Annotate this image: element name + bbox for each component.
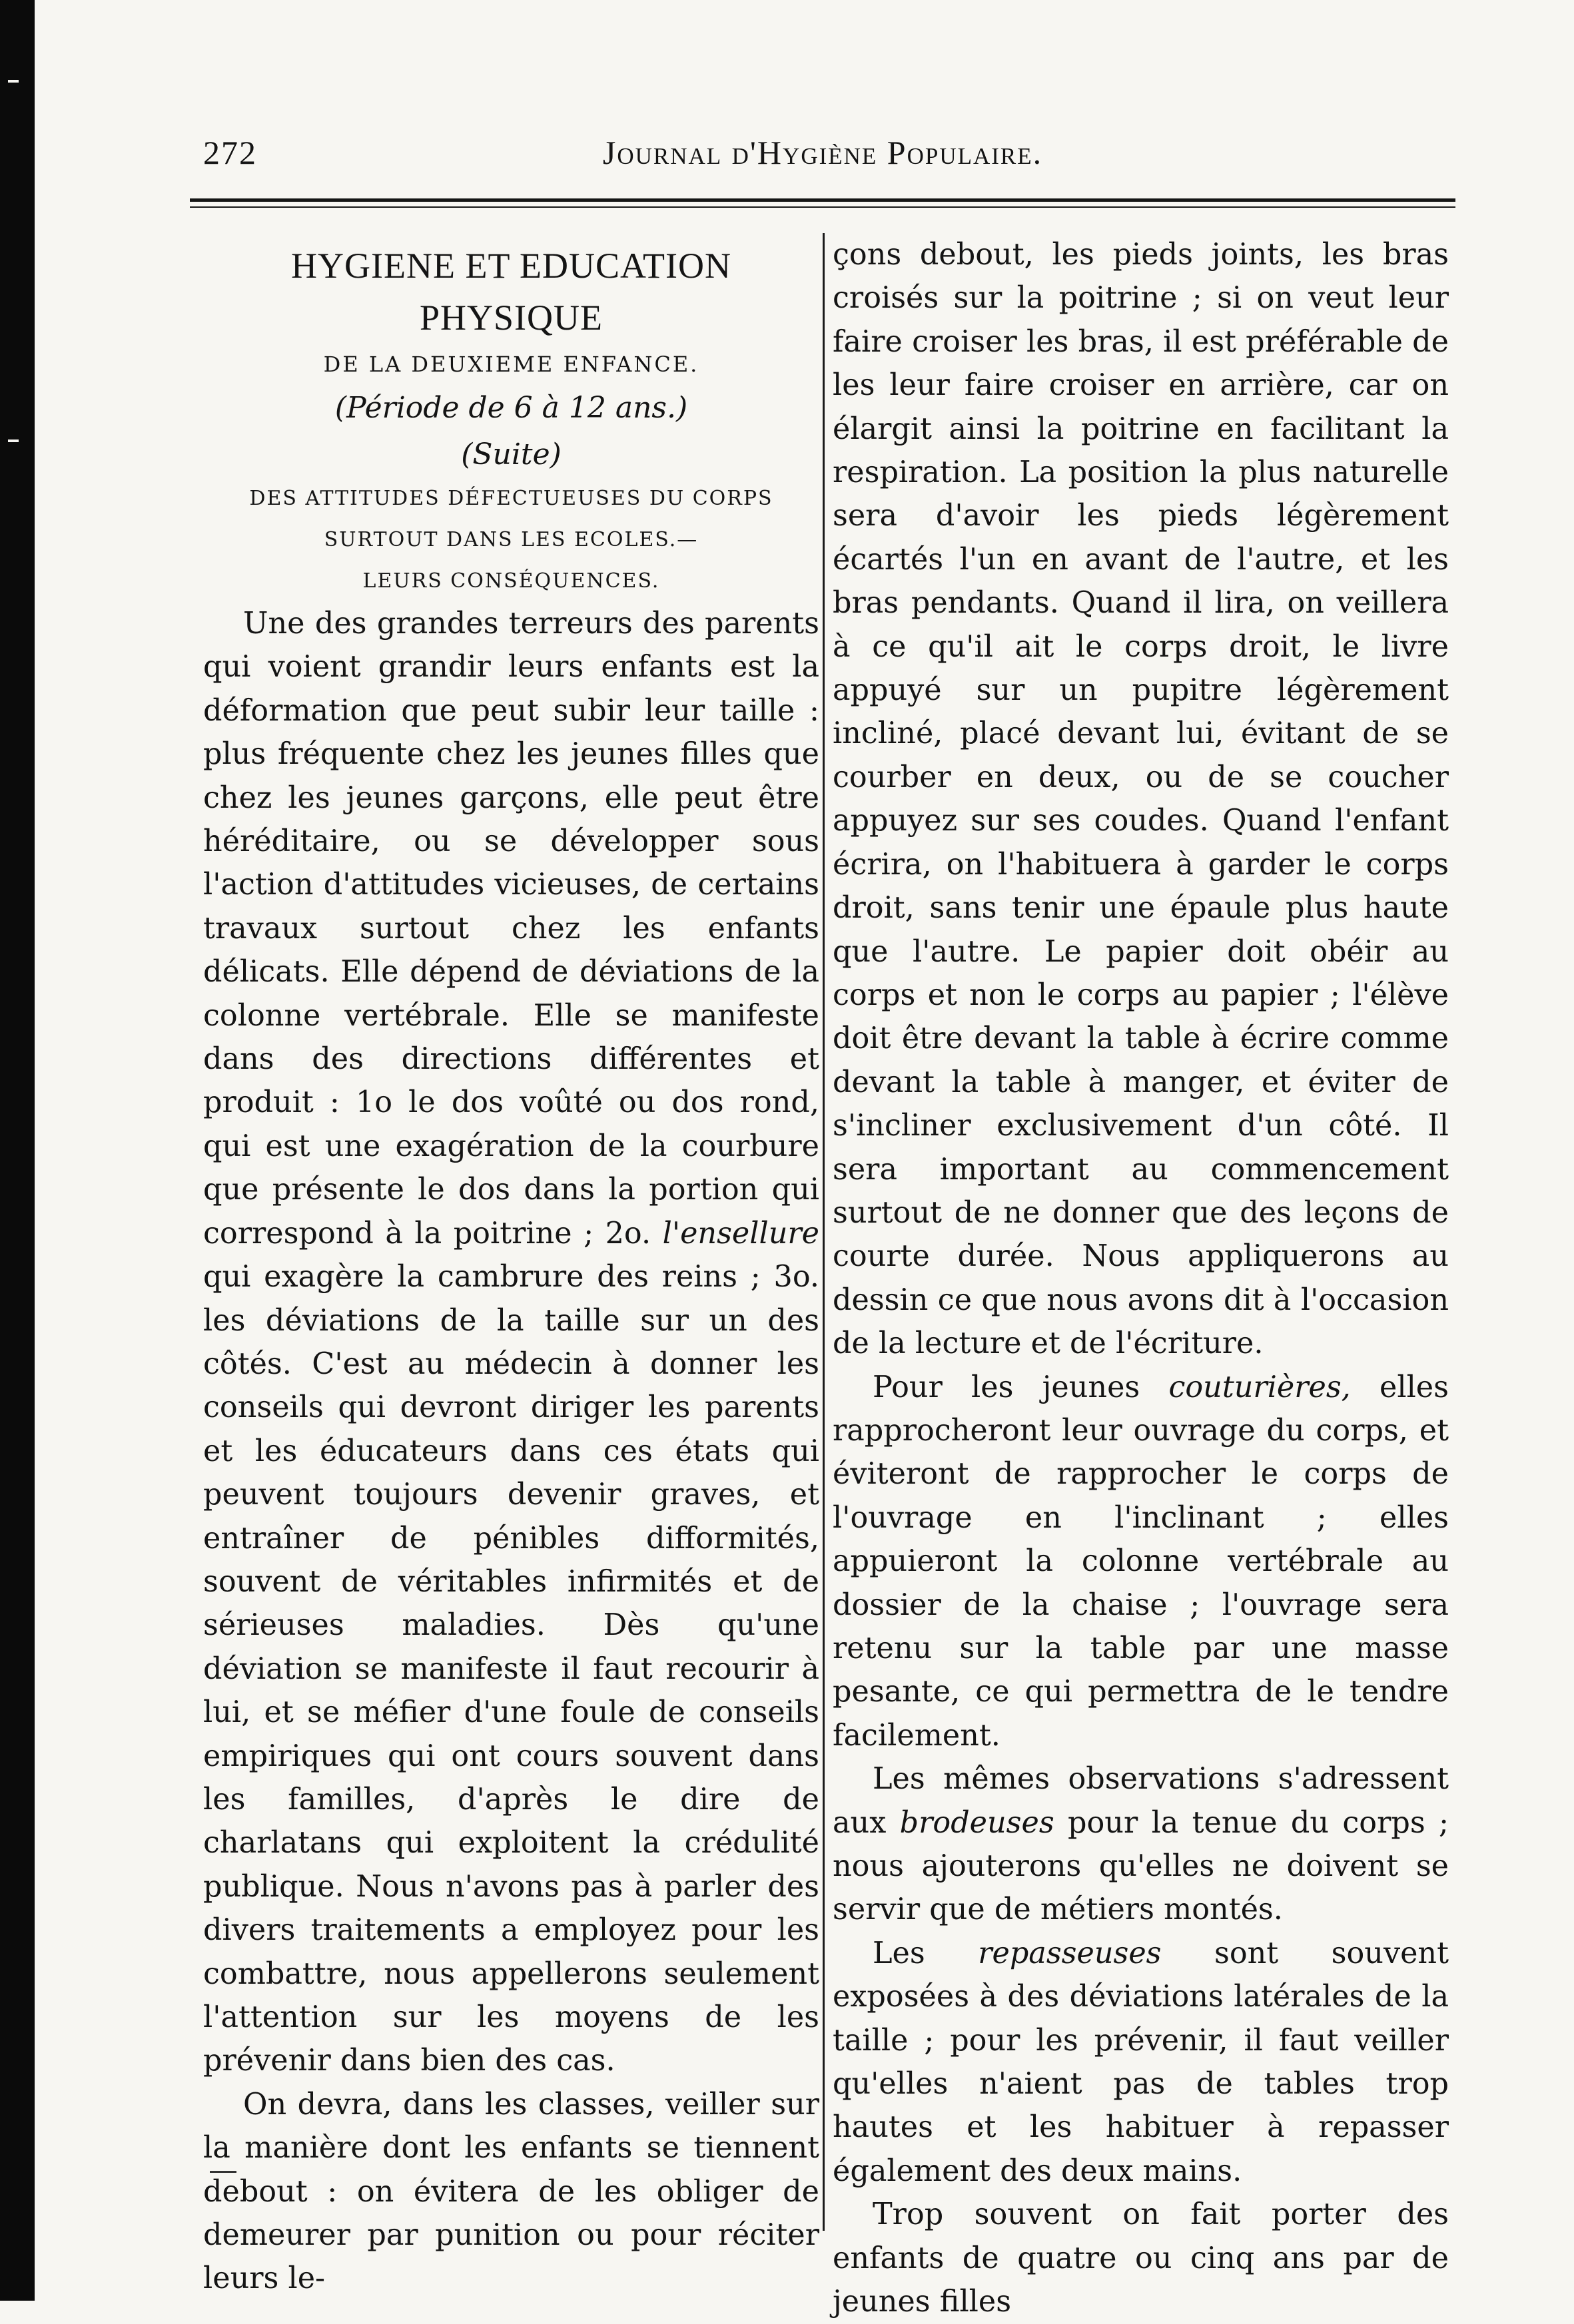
italic-term: couturières, [1168, 1370, 1351, 1404]
italic-term: l'ensellure [662, 1216, 819, 1251]
paragraph-text: Une des grandes terreurs des parents qui voient grandir leurs enfants est la déformation que peut subir leur taille : plus fréquente chez les jeunes filles que chez les jeunes garçons, elle peut être héréditaire, ou se développer sous l'action d'attitudes vicieuses, de certains travaux surtout chez les enfants délicats. Elle dépend de déviations de la colonne vertébrale. Elle se manifeste dans des directions différentes et produit : 1o le dos voûté ou dos rond, qui est une exagération de la courbure que présente le dos dans la portion qui correspond à la poitrine ; 2o. [203, 607, 819, 1251]
article-subtitle: DE LA DEUXIEME ENFANCE. [323, 352, 699, 377]
paragraph [833, 1757, 1449, 1932]
running-head [190, 107, 1455, 180]
left-column [203, 233, 819, 2301]
paragraph-text: pour la tenue du corps ; nous ajouterons qu'elles ne doivent se servir que de métiers montés. [833, 1805, 1449, 1927]
binding-notch [8, 80, 19, 83]
paragraph-text: Les mêmes observations s'adressent aux [833, 1762, 1449, 1840]
paragraph-text: qui exagère la cambrure des reins ; 3o. les déviations de la taille sur un des côtés. C'est au médecin à donner les conseils qui devront diriger les parents et les éducateurs dans ces états qui peuvent toujours devenir graves, et entraîner de pénibles difformités, souvent de véritables infirmités et de sérieuses maladies. Dès qu'une déviation se manifeste il faut recourir à lui, et se méfier d'une foule de conseils empiriques qui ont cours souvent dans les familles, d'après le dire de charlatans qui exploitent la crédulité publique. Nous n'avons pas à parler des divers traitements a employez pour les combattre, nous appellerons seulement l'attention sur les moyens de les prévenir dans bien des cas. [203, 1260, 819, 2078]
paragraph [833, 1932, 1449, 2193]
paragraph-text: elles rapprocheront leur ouvrage du corps, et éviteront de rapprocher le corps de l'ouvrage en l'inclinant ; elles appuieront la colonne vertébrale au dossier de la chaise ; l'ouvrage sera retenu sur la table par une masse pesante, ce qui permettra de le tendre facilement. [833, 1370, 1449, 1753]
italic-term: brodeuses [899, 1805, 1054, 1840]
article-columns [190, 233, 1455, 2319]
paragraph-text: Les [873, 1936, 925, 1970]
paragraph-text: sont souvent exposées à des déviations latérales de la taille ; pour les prévenir, il faut veiller qu'elles n'aient pas de tables trop hautes et les habituer à repasser également des deux mains. [833, 1936, 1449, 2188]
page [190, 107, 1455, 2319]
section-heading-line: LEURS CONSÉQUENCES. [362, 569, 660, 593]
paragraph-text: Pour les jeunes [873, 1370, 1140, 1404]
article-title: HYGIENE ET EDUCATION PHYSIQUE [291, 246, 731, 338]
article-continued: (Suite) [461, 437, 562, 471]
column-divider [823, 233, 825, 2231]
italic-term: repasseuses [978, 1936, 1162, 1970]
paragraph [833, 1366, 1449, 1758]
paragraph: Trop souvent on fait porter des enfants de quatre ou cinq ans par de jeunes filles [833, 2197, 1449, 2319]
section-heading-line: DES ATTITUDES DÉFECTUEUSES DU CORPS [249, 487, 773, 510]
header-rule-thin [190, 206, 1455, 208]
section-heading-line: SURTOUT DANS LES ECOLES.— [324, 528, 699, 551]
article-period: (Période de 6 à 12 ans.) [334, 391, 688, 425]
paragraph: çons debout, les pieds joints, les bras croisés sur la poitrine ; si on veut leur faire croiser les bras, il est préférable de les leur faire croiser en arrière, car on élargit ainsi la poitrine en facilitant la respiration. La position la plus naturelle sera d'avoir les pieds légèrement écartés l'un en avant de l'autre, et les bras pendants. Quand il lira, on veillera à ce qu'il ait le corps droit, le livre appuyé sur un pupitre légèrement incliné, placé devant lui, évitant de se courber en deux, ou de se coucher appuyez sur ses coudes. Quand l'enfant écrira, on l'habituera à garder le corps droit, sans tenir une épaule plus haute que l'autre. Le papier doit obéir au corps et non le corps au papier ; l'élève doit être devant la table à écrire comme devant la table à manger, et éviter de s'incliner exclusivement d'un côté. Il sera important au commencement surtout de ne donner que des leçons de courte durée. Nous appliquerons au dessin ce que nous avons dit à l'occasion de la lecture et de l'écriture. [833, 238, 1449, 1361]
page-number: 272 [203, 134, 257, 171]
journal-title: Journal d'Hygiène Populaire. [602, 134, 1043, 171]
right-column [833, 233, 1449, 2324]
paragraph: On devra, dans les classes, veiller sur la manière dont les enfants se tiennent debout : on évitera de les obliger de demeurer par punition ou pour réciter leurs le- [203, 2087, 819, 2296]
print-speck [210, 2171, 236, 2173]
header-rule [190, 198, 1455, 202]
binding-notch [8, 439, 19, 442]
paragraph [203, 602, 819, 2083]
scan-binding-edge [0, 0, 35, 2301]
